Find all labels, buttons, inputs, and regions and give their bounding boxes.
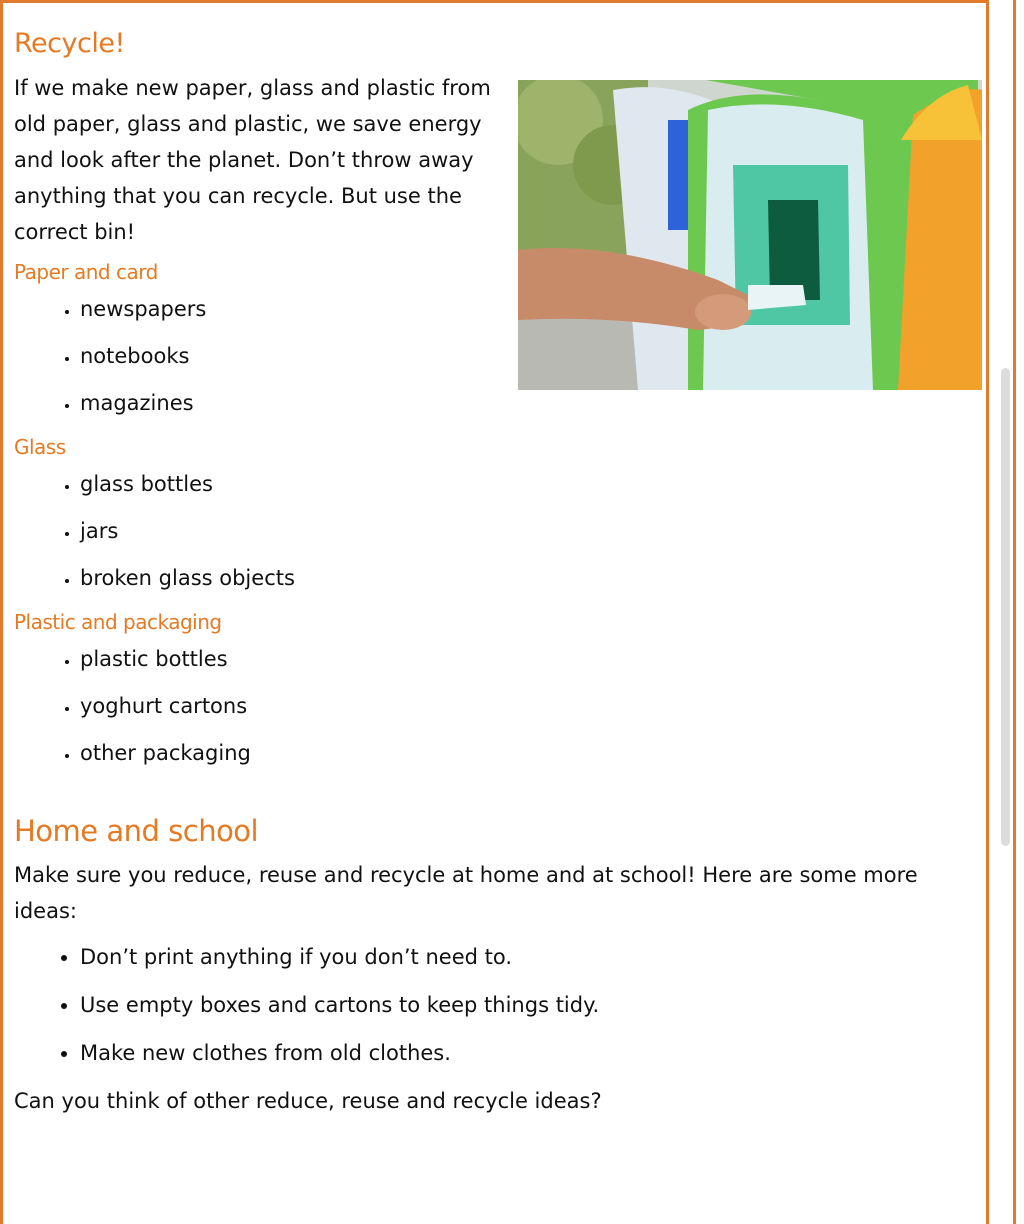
list-item: • notebooks bbox=[80, 333, 974, 380]
list-item: • Don’t print anything if you don’t need to. bbox=[80, 933, 974, 981]
group-heading-plastic: Plastic and packaging bbox=[14, 610, 222, 634]
group-heading-glass: Glass bbox=[14, 435, 66, 459]
list-item: • magazines bbox=[80, 380, 974, 427]
list-item: • glass bottles bbox=[80, 461, 974, 508]
list-item: • jars bbox=[80, 508, 974, 555]
tips-list bbox=[14, 933, 974, 1077]
list-item: • Use empty boxes and cartons to keep things tidy. bbox=[80, 981, 974, 1029]
paper-list bbox=[14, 286, 974, 427]
closing-question: Can you think of other reduce, reuse and recycle ideas? bbox=[14, 1089, 602, 1113]
plastic-list bbox=[14, 636, 974, 777]
home-school-intro: Make sure you reduce, reuse and recycle at home and at school! Here are some more ideas: bbox=[14, 863, 918, 923]
section-title-home-school: Home and school bbox=[14, 814, 259, 848]
section-title-recycle: Recycle! bbox=[14, 28, 125, 59]
recycle-intro: If we make new paper, glass and plastic from old paper, glass and plastic, we save energy and look after the planet. Don’t throw away anything that you can recycle. But use the correct bin! bbox=[14, 76, 491, 244]
list-item: • plastic bottles bbox=[80, 636, 974, 683]
list-item: • broken glass objects bbox=[80, 555, 974, 602]
article bbox=[14, 18, 974, 1119]
group-heading-paper: Paper and card bbox=[14, 260, 158, 284]
glass-list bbox=[14, 461, 974, 602]
list-item: • other packaging bbox=[80, 730, 974, 777]
list-item: • Make new clothes from old clothes. bbox=[80, 1029, 974, 1077]
outer-border bbox=[1013, 0, 1016, 1224]
scrollbar-thumb[interactable] bbox=[1001, 368, 1010, 846]
list-item: • newspapers bbox=[80, 286, 974, 333]
list-item: • yoghurt cartons bbox=[80, 683, 974, 730]
